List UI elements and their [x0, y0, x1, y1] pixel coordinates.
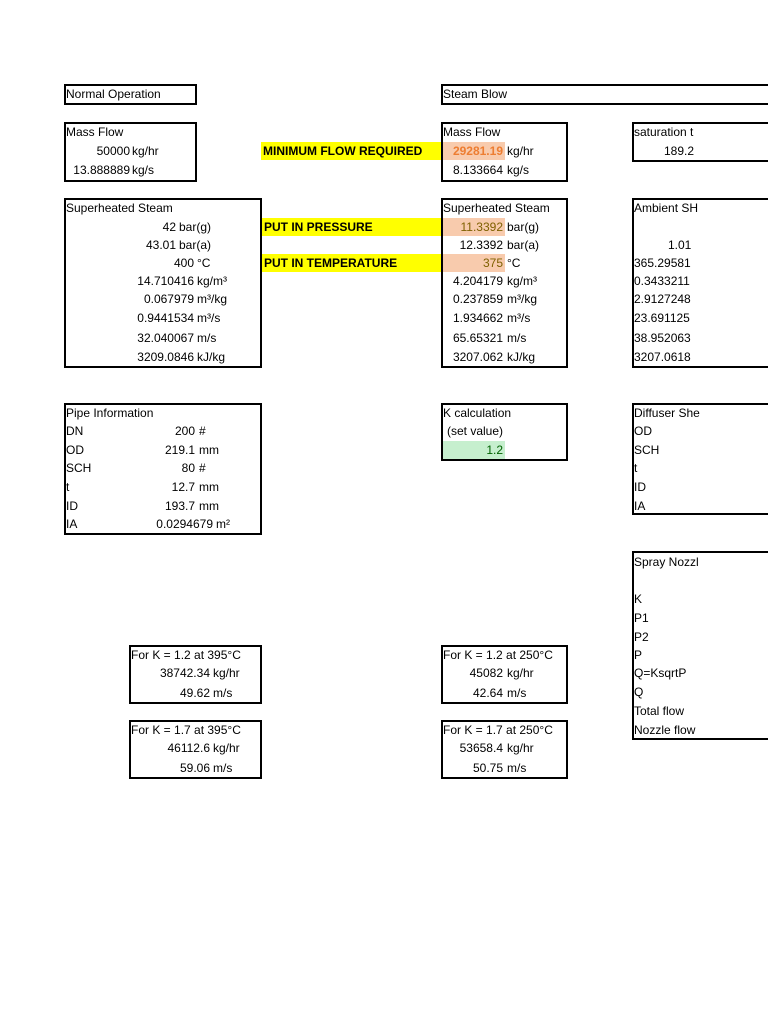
pipe-info-value: 200: [174, 424, 195, 438]
spray-nozzle-row-label: P2: [634, 630, 649, 644]
pipe-info-label: t: [66, 480, 70, 494]
sh-normal-unit: bar(a): [179, 238, 212, 252]
k-calc-subtitle: (set value): [447, 424, 504, 438]
pipe-info-unit: #: [199, 424, 206, 438]
sh-blow-value: 4.204179: [452, 274, 503, 288]
superheated-blow-title: Superheated Steam: [443, 201, 550, 215]
diffuser-title: Diffuser She: [634, 406, 700, 420]
sh-blow-value: 1.934662: [452, 311, 503, 325]
sh-blow-unit: °C: [507, 256, 521, 270]
pipe-info-title: Pipe Information: [66, 406, 154, 420]
k-result-vel-value: 50.75: [472, 761, 503, 775]
sh-blow-value: 65.65321: [452, 331, 503, 345]
pipe-info-value: 80: [181, 461, 195, 475]
sh-normal-unit: bar(g): [179, 220, 212, 234]
k-result-flow-value: 38742.34: [159, 666, 210, 680]
ambient-value: 3207.0618: [634, 350, 691, 364]
sh-normal-value: 42: [162, 220, 176, 234]
spray-nozzle-row-label: P1: [634, 611, 649, 625]
mass-flow-blow-kghr-value[interactable]: 29281.19: [452, 144, 503, 158]
k-result-title: For K = 1.7 at 250°C: [443, 723, 553, 737]
pipe-info-label: DN: [66, 424, 84, 438]
sh-normal-unit: kJ/kg: [197, 350, 226, 364]
normal-operation-title: Normal Operation: [66, 87, 161, 101]
pipe-info-label: SCH: [66, 461, 92, 475]
k-calc-value[interactable]: 1.2: [486, 443, 503, 457]
sh-normal-unit: kg/m³: [197, 274, 227, 288]
pipe-info-value: 0.0294679: [156, 517, 213, 531]
pressure-input-value[interactable]: 11.3392: [460, 220, 503, 234]
mass-flow-blow-kgs-value: 8.133664: [452, 163, 503, 177]
pipe-info-value: 12.7: [171, 480, 195, 494]
sh-blow-value: 0.237859: [452, 292, 503, 306]
k-result-vel-value: 49.62: [179, 686, 210, 700]
mass-flow-normal-kghr-value: 50000: [96, 144, 130, 158]
diffuser-row-label: t: [634, 461, 638, 475]
spray-nozzle-row-label: P: [634, 648, 643, 662]
spray-nozzle-row-label: K: [634, 592, 643, 606]
pipe-info-label: IA: [66, 517, 78, 531]
k-result-vel-value: 59.06: [179, 761, 210, 775]
sh-normal-value: 32.040067: [137, 331, 194, 345]
sh-normal-value: 43.01: [145, 238, 176, 252]
diffuser-row-label: ID: [634, 480, 646, 494]
sh-normal-unit: m³/kg: [197, 292, 227, 306]
put-in-pressure-label: PUT IN PRESSURE: [264, 220, 373, 234]
ambient-value: 38.952063: [634, 331, 691, 345]
ambient-value: 2.9127248: [634, 292, 691, 306]
sh-blow-unit: bar(a): [507, 238, 540, 252]
pipe-info-value: 219.1: [164, 443, 195, 457]
mass-flow-normal-kgs-unit: kg/s: [132, 163, 155, 177]
pipe-info-unit: mm: [199, 499, 219, 513]
pipe-info-unit: m²: [216, 517, 230, 531]
sh-blow-unit: bar(g): [507, 220, 540, 234]
k-result-flow-unit: kg/hr: [213, 666, 240, 680]
k-result-title: For K = 1.2 at 250°C: [443, 648, 553, 662]
superheated-normal-title: Superheated Steam: [66, 201, 173, 215]
pipe-info-label: ID: [66, 499, 78, 513]
k-result-vel-unit: m/s: [213, 761, 233, 775]
mass-flow-normal-kghr-unit: kg/hr: [132, 144, 159, 158]
k-result-vel-value: 42.64: [472, 686, 503, 700]
spray-nozzle-row-label: Total flow: [634, 704, 685, 718]
sh-blow-unit: kJ/kg: [507, 350, 536, 364]
mass-flow-normal-label: Mass Flow: [66, 125, 124, 139]
saturation-value: 189.2: [664, 144, 695, 158]
sh-normal-value: 14.710416: [137, 274, 194, 288]
diffuser-row-label: OD: [634, 424, 652, 438]
ambient-title: Ambient SH: [634, 201, 699, 215]
sh-blow-value: 3207.062: [452, 350, 503, 364]
spray-nozzle-row-label: Nozzle flow: [634, 723, 696, 737]
pipe-info-label: OD: [66, 443, 84, 457]
spray-nozzle-row-label: Q=KsqrtP: [634, 666, 687, 680]
k-result-flow-value: 46112.6: [167, 741, 210, 755]
pipe-info-unit: #: [199, 461, 206, 475]
spray-nozzle-title: Spray Nozzl: [634, 555, 699, 569]
ambient-value: 1.01: [668, 238, 692, 252]
diffuser-row-label: IA: [634, 499, 646, 513]
mass-flow-blow-kghr-unit: kg/hr: [507, 144, 534, 158]
saturation-label: saturation t: [634, 125, 694, 139]
sh-normal-value: 3209.0846: [137, 350, 194, 364]
k-result-flow-unit: kg/hr: [213, 741, 240, 755]
sh-blow-unit: kg/m³: [507, 274, 537, 288]
k-result-flow-value: 45082: [469, 666, 503, 680]
steam-blow-title: Steam Blow: [443, 87, 508, 101]
k-result-flow-unit: kg/hr: [507, 666, 534, 680]
sh-normal-unit: m³/s: [197, 311, 221, 325]
pipe-info-value: 193.7: [164, 499, 195, 513]
sh-normal-value: 0.9441534: [137, 311, 194, 325]
ambient-value: 23.691125: [634, 311, 690, 325]
sh-blow-unit: m³/kg: [507, 292, 537, 306]
temperature-input-value[interactable]: 375: [482, 256, 503, 270]
sh-normal-unit: °C: [197, 256, 211, 270]
put-in-temperature-label: PUT IN TEMPERATURE: [264, 256, 398, 270]
spray-nozzle-row-label: Q: [634, 685, 644, 699]
k-result-flow-value: 53658.4: [459, 741, 503, 755]
minimum-flow-label: MINIMUM FLOW REQUIRED: [263, 144, 423, 158]
sh-normal-value: 400: [173, 256, 194, 270]
sh-blow-unit: m/s: [507, 331, 527, 345]
k-result-title: For K = 1.2 at 395°C: [131, 648, 241, 662]
k-result-title: For K = 1.7 at 395°C: [131, 723, 241, 737]
diffuser-row-label: SCH: [634, 443, 660, 457]
sh-blow-unit: m³/s: [507, 311, 531, 325]
mass-flow-blow-kgs-unit: kg/s: [507, 163, 530, 177]
k-result-vel-unit: m/s: [507, 761, 527, 775]
mass-flow-normal-kgs-value: 13.888889: [73, 163, 130, 177]
mass-flow-blow-label: Mass Flow: [443, 125, 501, 139]
k-result-vel-unit: m/s: [507, 686, 527, 700]
pipe-info-unit: mm: [199, 480, 219, 494]
k-calc-title: K calculation: [443, 406, 512, 420]
ambient-value: 0.3433211: [634, 274, 690, 288]
ambient-value: 365.29581: [634, 256, 691, 270]
sh-normal-unit: m/s: [197, 331, 217, 345]
sh-blow-value: 12.3392: [459, 238, 503, 252]
k-result-flow-unit: kg/hr: [507, 741, 534, 755]
pipe-info-unit: mm: [199, 443, 219, 457]
k-result-vel-unit: m/s: [213, 686, 233, 700]
sh-normal-value: 0.067979: [143, 292, 194, 306]
